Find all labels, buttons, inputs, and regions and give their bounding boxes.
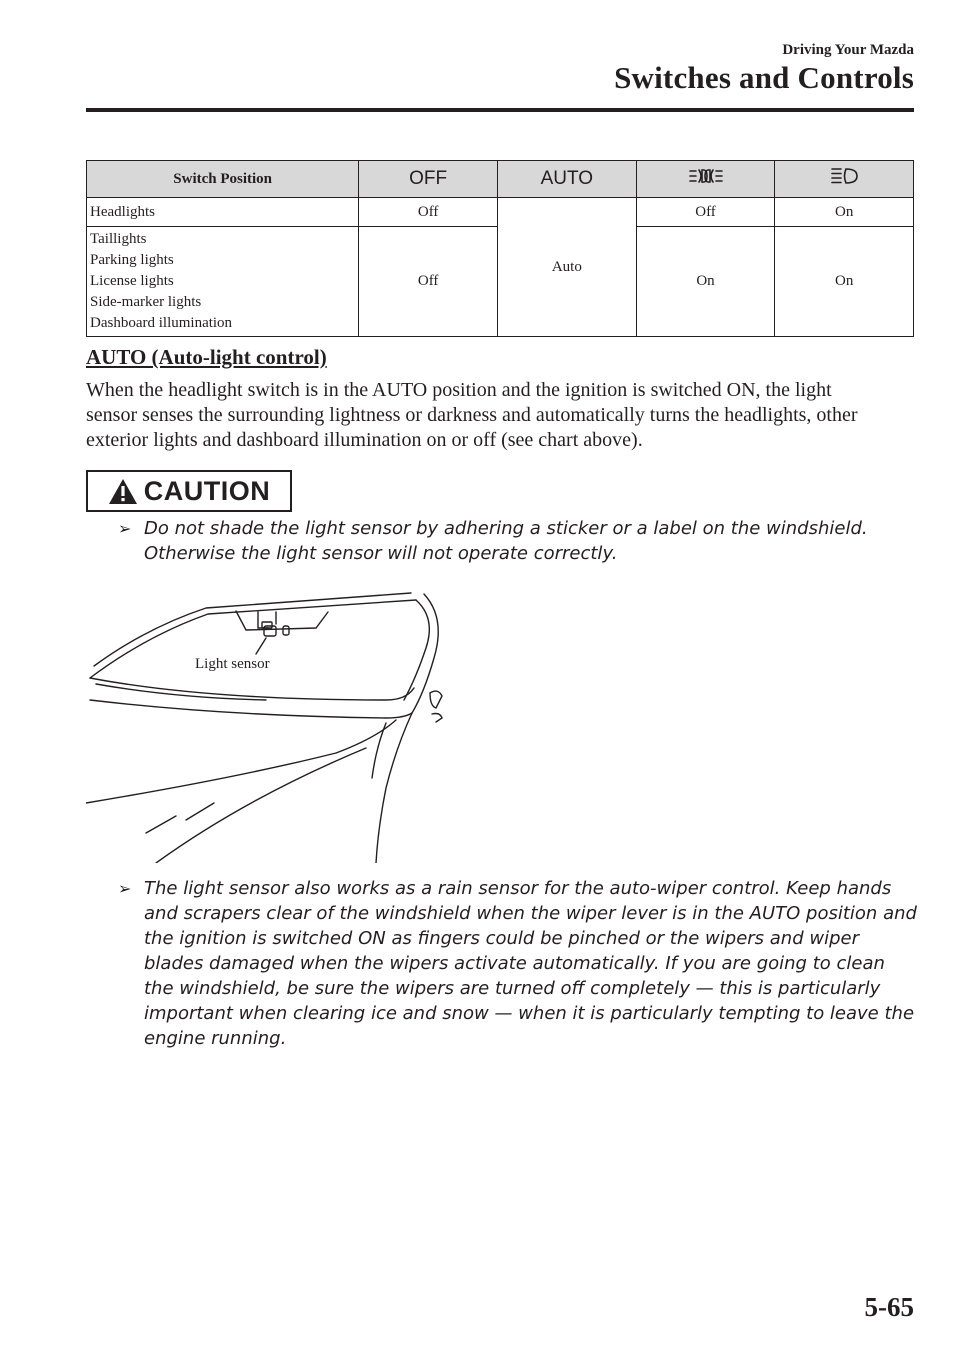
table-header-switch-position: Switch Position: [87, 161, 359, 198]
switch-position-table: [86, 160, 914, 337]
parking-lights-icon: [688, 166, 724, 186]
header-divider: [86, 108, 914, 112]
section-heading: AUTO (Auto-light control): [86, 345, 327, 369]
light-sensor-illustration: [86, 588, 446, 863]
headlights-icon: [830, 166, 858, 186]
caution-bullet-text: Do not shade the light sensor by adhering a sticker or a label on the windshield. Otherwise the light sensor will not operate correctly.: [144, 518, 868, 564]
row-label-line: Parking lights: [90, 252, 174, 268]
cell-headlights-parking: Off: [636, 198, 775, 227]
warning-triangle-icon: [108, 478, 138, 505]
page-title: Switches and Controls: [614, 60, 914, 95]
bullet-arrow-icon: ➢: [118, 879, 132, 898]
table-header-auto: AUTO: [497, 161, 636, 198]
row-label-line: Taillights: [90, 231, 147, 247]
row-label-line: License lights: [90, 273, 174, 289]
caution-label: CAUTION: [143, 475, 271, 506]
table-header-off: OFF: [359, 161, 498, 198]
row-label-headlights: Headlights: [87, 198, 359, 227]
row-label-line: Dashboard illumination: [90, 315, 233, 331]
table-header-parking: [636, 161, 775, 198]
cell-headlights-headlights: On: [775, 198, 914, 227]
cell-other-off: Off: [359, 227, 498, 337]
cell-other-parking: On: [636, 227, 775, 337]
header-section-title: Driving Your Mazda: [782, 42, 914, 58]
bullet-arrow-icon: ➢: [118, 519, 132, 538]
caution-bullet: [118, 876, 918, 1051]
table-header-headlights: [775, 161, 914, 198]
caution-bullet: [118, 516, 918, 566]
cell-auto: Auto: [497, 198, 636, 337]
row-label-other-lights: [87, 227, 359, 337]
row-label-line: Side-marker lights: [90, 294, 202, 310]
table-row-headlights: [87, 198, 914, 227]
caution-bullet-text: The light sensor also works as a rain sensor for the auto-wiper control. Keep hands and scrapers clear of the windshield when the wiper lever is in the AUTO position and the ignition is switched ON as fingers could be pinched or the wipers and wiper blades damaged when the wipers activate automatically. If you are going to clean the windshield, be sure the wipers are turned off completely — this is particularly important when clearing ice and snow — when it is particularly tempting to leave the engine running.: [144, 878, 917, 1049]
illustration-label: Light sensor: [195, 656, 270, 672]
caution-badge: [86, 470, 292, 512]
table-header-row: [87, 161, 914, 198]
cell-other-headlights: On: [775, 227, 914, 337]
page-number: 5-65: [864, 1292, 914, 1322]
body-paragraph: When the headlight switch is in the AUTO position and the ignition is switched ON, the light sensor senses the surrounding lightness or darkness and automatically turns the headlights, other exterior lights and dashboard illumination on or off (see chart above).: [86, 379, 858, 451]
cell-headlights-off: Off: [359, 198, 498, 227]
